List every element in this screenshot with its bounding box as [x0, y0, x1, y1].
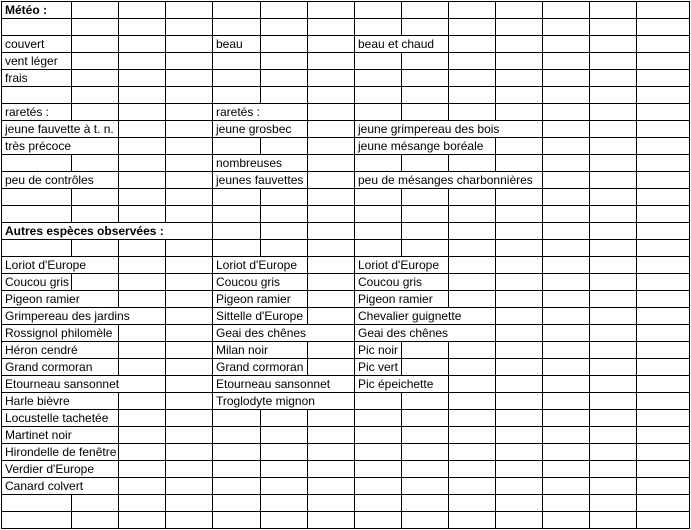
sheet-cell[interactable]: Pigeon ramier — [213, 291, 293, 307]
sheet-cell[interactable]: Canard colvert — [2, 478, 85, 494]
sheet-cell[interactable]: couvert — [2, 36, 71, 52]
sheet-cell[interactable]: Martinet noir — [2, 427, 74, 443]
grid-line-horizontal — [1, 477, 690, 478]
sheet-cell[interactable]: nombreuses — [213, 155, 284, 171]
sheet-cell[interactable]: Pigeon ramier — [2, 291, 82, 307]
grid-line-horizontal — [1, 1, 690, 2]
grid-line-horizontal — [1, 154, 690, 155]
sheet-cell[interactable]: Coucou gris — [355, 274, 424, 290]
grid-line-vertical — [689, 1, 690, 529]
grid-line-horizontal — [1, 171, 690, 172]
grid-line-horizontal — [1, 86, 690, 87]
grid-line-vertical — [307, 1, 308, 529]
grid-line-vertical — [542, 1, 543, 529]
grid-line-horizontal — [1, 392, 690, 393]
grid-line-horizontal — [1, 273, 690, 274]
sheet-cell[interactable]: Locustelle tachetée — [2, 410, 110, 426]
grid-line-vertical — [636, 1, 637, 529]
grid-line-vertical — [118, 1, 119, 529]
grid-line-vertical — [495, 1, 496, 529]
sheet-cell[interactable]: beau — [213, 36, 260, 52]
grid-line-horizontal — [1, 358, 690, 359]
grid-line-horizontal — [1, 137, 690, 138]
sheet-cell[interactable]: Coucou gris — [213, 274, 282, 290]
sheet-cell[interactable]: Chevalier guignette — [355, 308, 463, 324]
grid-line-horizontal — [1, 35, 690, 36]
sheet-cell[interactable]: Héron cendré — [2, 342, 80, 358]
grid-line-horizontal — [1, 528, 690, 529]
sheet-cell[interactable]: Loriot d'Europe — [2, 257, 88, 273]
grid-line-horizontal — [1, 18, 690, 19]
sheet-cell[interactable]: Etourneau sansonnet — [2, 376, 121, 392]
sheet-cell[interactable]: Sittelle d'Europe — [213, 308, 305, 324]
sheet-cell[interactable]: Pigeon ramier — [355, 291, 435, 307]
sheet-cell[interactable]: Verdier d'Europe — [2, 461, 96, 477]
sheet-cell[interactable]: raretés : — [213, 104, 262, 120]
sheet-cell[interactable]: peu de contrôles — [2, 172, 96, 188]
sheet-cell[interactable]: jeune mésange boréale — [355, 138, 485, 154]
grid-line-horizontal — [1, 460, 690, 461]
sheet-cell[interactable]: vent léger — [2, 53, 71, 69]
sheet-cell[interactable]: jeunes fauvettes — [213, 172, 305, 188]
grid-line-horizontal — [1, 256, 690, 257]
grid-line-vertical — [448, 1, 449, 529]
grid-line-horizontal — [1, 69, 690, 70]
sheet-cell[interactable]: Pic noir — [355, 342, 401, 358]
grid-line-horizontal — [1, 511, 690, 512]
sheet-cell[interactable]: Rossignol philomèle — [2, 325, 114, 341]
sheet-cell[interactable]: frais — [2, 70, 71, 86]
sheet-cell[interactable]: Coucou gris — [2, 274, 71, 290]
grid-line-vertical — [165, 1, 166, 529]
sheet-cell[interactable]: Autres espèces observées : — [2, 223, 166, 239]
grid-line-horizontal — [1, 494, 690, 495]
sheet-cell[interactable]: Loriot d'Europe — [355, 257, 441, 273]
grid-line-horizontal — [1, 188, 690, 189]
sheet-cell[interactable]: Grand cormoran — [213, 359, 305, 375]
sheet-cell[interactable]: Pic épeichette — [355, 376, 435, 392]
sheet-cell[interactable]: Loriot d'Europe — [213, 257, 299, 273]
sheet-cell[interactable]: Troglodyte mignon — [213, 393, 317, 409]
grid-line-horizontal — [1, 341, 690, 342]
sheet-cell[interactable]: Geai des chênes — [355, 325, 450, 341]
grid-line-horizontal — [1, 290, 690, 291]
sheet-cell[interactable]: Grimpereau des jardins — [2, 308, 132, 324]
sheet-cell[interactable]: Geai des chênes — [213, 325, 308, 341]
sheet-cell[interactable]: Grand cormoran — [2, 359, 94, 375]
sheet-cell[interactable]: très précoce — [2, 138, 73, 154]
grid-line-horizontal — [1, 426, 690, 427]
sheet-cell[interactable]: Etourneau sansonnet — [213, 376, 332, 392]
grid-line-horizontal — [1, 205, 690, 206]
sheet-cell[interactable]: Météo : — [2, 2, 71, 18]
grid-line-vertical — [589, 1, 590, 529]
sheet-cell[interactable]: Milan noir — [213, 342, 270, 358]
sheet-cell[interactable]: jeune fauvette à t. n. — [2, 121, 116, 137]
grid-line-horizontal — [1, 103, 690, 104]
sheet-cell[interactable]: jeune grosbec — [213, 121, 293, 137]
sheet-cell[interactable]: Hirondelle de fenêtre — [2, 444, 118, 460]
grid-line-horizontal — [1, 239, 690, 240]
sheet-cell[interactable]: peu de mésanges charbonnières — [355, 172, 535, 188]
sheet-cell[interactable]: Pic vert — [355, 359, 401, 375]
grid-line-horizontal — [1, 52, 690, 53]
sheet-cell[interactable]: jeune grimpereau des bois — [355, 121, 501, 137]
sheet-cell[interactable]: beau et chaud — [355, 36, 436, 52]
sheet-cell[interactable]: raretés : — [2, 104, 71, 120]
sheet-cell[interactable]: Harle bièvre — [2, 393, 72, 409]
